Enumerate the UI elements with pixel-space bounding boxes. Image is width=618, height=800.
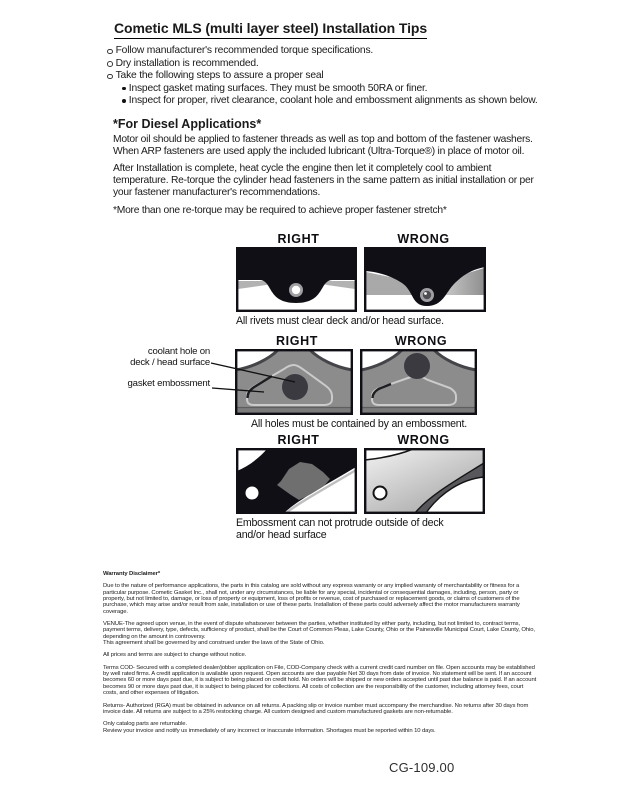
figure-caption: All holes must be contained by an embossment. bbox=[251, 417, 467, 430]
rivet-right-figure bbox=[236, 247, 357, 312]
warranty-paragraph: All prices and terms are subject to change without notice. bbox=[103, 652, 247, 659]
tip-text: Inspect gasket mating surfaces. They must be smooth 50RA or finer. bbox=[128, 82, 428, 94]
tips-list bbox=[107, 45, 538, 108]
open-bullet-icon bbox=[107, 49, 113, 55]
warranty-paragraph: Review your invoice and notify us immediately of any incorrect or inaccurate information. Shortages must be reported within 10 days. bbox=[103, 727, 436, 734]
figure-labels bbox=[235, 334, 483, 348]
page-code: CG-109.00 bbox=[389, 760, 455, 775]
tip-text: Dry installation is recommended. bbox=[115, 57, 259, 69]
gasket-embossment-label: gasket embossment bbox=[127, 378, 210, 389]
leader-line bbox=[205, 355, 305, 400]
warranty-paragraph: VENUE-The agreed upon venue, in the event of dispute whatsoever between the parties, whether instituted by either party, including, but not limited to, contract terms, payment terms, delivery, type, defects, sufficiency of product, shall be the Court of Common Pleas, Lake County, Ohio or the Painesville Municipal Court, Lake County, Ohio, depending on the amount in controversy. bbox=[103, 621, 535, 640]
filled-bullet-icon bbox=[122, 87, 126, 91]
diesel-heading: *For Diesel Applications* bbox=[113, 117, 262, 131]
protrusion-right-figure bbox=[236, 448, 357, 514]
figure-row-rivets bbox=[236, 232, 486, 327]
diesel-paragraph: Motor oil should be applied to fastener threads as well as top and bottom of the fastener washers. When ARP fasteners are used apply the included lubricant (Ultra-Torque®) in place of motor oil. bbox=[113, 134, 533, 157]
list-item bbox=[122, 83, 538, 96]
page-title: Cometic MLS (multi layer steel) Installation Tips bbox=[114, 20, 427, 39]
figure-caption: Embossment can not protrude outside of deck and/or head surface bbox=[236, 516, 444, 541]
wrong-label: WRONG bbox=[394, 334, 448, 348]
tip-text: Inspect for proper, rivet clearance, coolant hole and embossment alignments as shown below. bbox=[128, 95, 538, 107]
warranty-paragraph: Returns- Authorized (RGA) must be obtained in advance on all returns. A packing slip or invoice number must accompany the merchandise. No returns after 30 days from invoice date. All returns are subject to a 25% restocking charge. All custom designed and custom manufactured gaskets are non-returnable. bbox=[103, 702, 529, 715]
rivet-wrong-figure bbox=[364, 247, 486, 312]
warranty-disclaimer bbox=[103, 571, 539, 740]
list-item bbox=[122, 95, 538, 108]
embossment-wrong-figure bbox=[360, 349, 477, 415]
wrong-label: WRONG bbox=[397, 433, 450, 447]
figure-labels bbox=[236, 232, 486, 246]
coolant-hole-label: coolant hole on deck / head surface bbox=[130, 346, 210, 368]
figure-caption: All rivets must clear deck and/or head surface. bbox=[236, 314, 444, 327]
figure-row-protrusion bbox=[236, 433, 486, 541]
warranty-paragraph: Only catalog parts are returnable. bbox=[103, 721, 188, 728]
warranty-paragraph: This agreement shall be governed by and construed under the laws of the State of Ohio. bbox=[103, 640, 325, 647]
wrong-label: WRONG bbox=[397, 232, 450, 246]
right-label: RIGHT bbox=[276, 334, 318, 348]
open-bullet-icon bbox=[107, 61, 113, 67]
open-bullet-icon bbox=[107, 74, 113, 80]
warranty-heading: Warranty Disclaimer* bbox=[103, 571, 161, 577]
warranty-paragraph: Due to the nature of performance applications, the parts in this catalog are sold without any express warranty or any implied warranty of merchantability or fitness for a particular purpose. Cometic Gasket Inc., shall not, under any circumstances, be liable for any special, incidental or consequential damages, including, person, party or property, but not limited to, damage, or loss of property or equipment, loss of profits or revenue, cost of purchased or replacement goods, or claims of customers of the purchase, which may arise and/or result from sale, installation or use of these parts. Installation of these parts could adversely affect the motor manufacturers warranty coverage. bbox=[103, 583, 520, 615]
diesel-note: *More than one re-torque may be required to achieve proper fastener stretch* bbox=[113, 205, 447, 216]
tip-text: Take the following steps to assure a proper seal bbox=[115, 70, 324, 82]
figure-labels bbox=[236, 433, 486, 447]
tip-text: Follow manufacturer's recommended torque specifications. bbox=[115, 45, 374, 56]
list-item bbox=[107, 45, 538, 58]
warranty-paragraph: Terms COD- Secured with a completed dealer/jobber application on File, COD-Company check with a current credit card number on file. Open accounts may be established by well rated firms. A credit application is available upon request. Open accounts are due payable Net 30 days from date of invoice. No statement will be sent. If an account becomes 60 or more days past due, it is subject to being placed on credit hold. No orders will be shipped or new orders accepted until past due balance is paid. If an account becomes 90 or more days past due, it is subject to being placed for collections. All costs of collection are the responsibility of the customer, including attorney fees, court costs, and other expenses of litigation. bbox=[103, 664, 537, 697]
list-item bbox=[107, 58, 538, 71]
right-label: RIGHT bbox=[277, 232, 320, 246]
filled-bullet-icon bbox=[122, 99, 126, 103]
diesel-paragraph: After Installation is complete, heat cycle the engine then let it completely cool to ambient temperature. Re-torque the cylinder head fasteners in the same pattern as initial installation or per your fastener manufacturer's recommendations. bbox=[113, 163, 534, 198]
right-label: RIGHT bbox=[277, 433, 320, 447]
protrusion-wrong-figure bbox=[364, 448, 485, 514]
list-item bbox=[107, 70, 538, 83]
